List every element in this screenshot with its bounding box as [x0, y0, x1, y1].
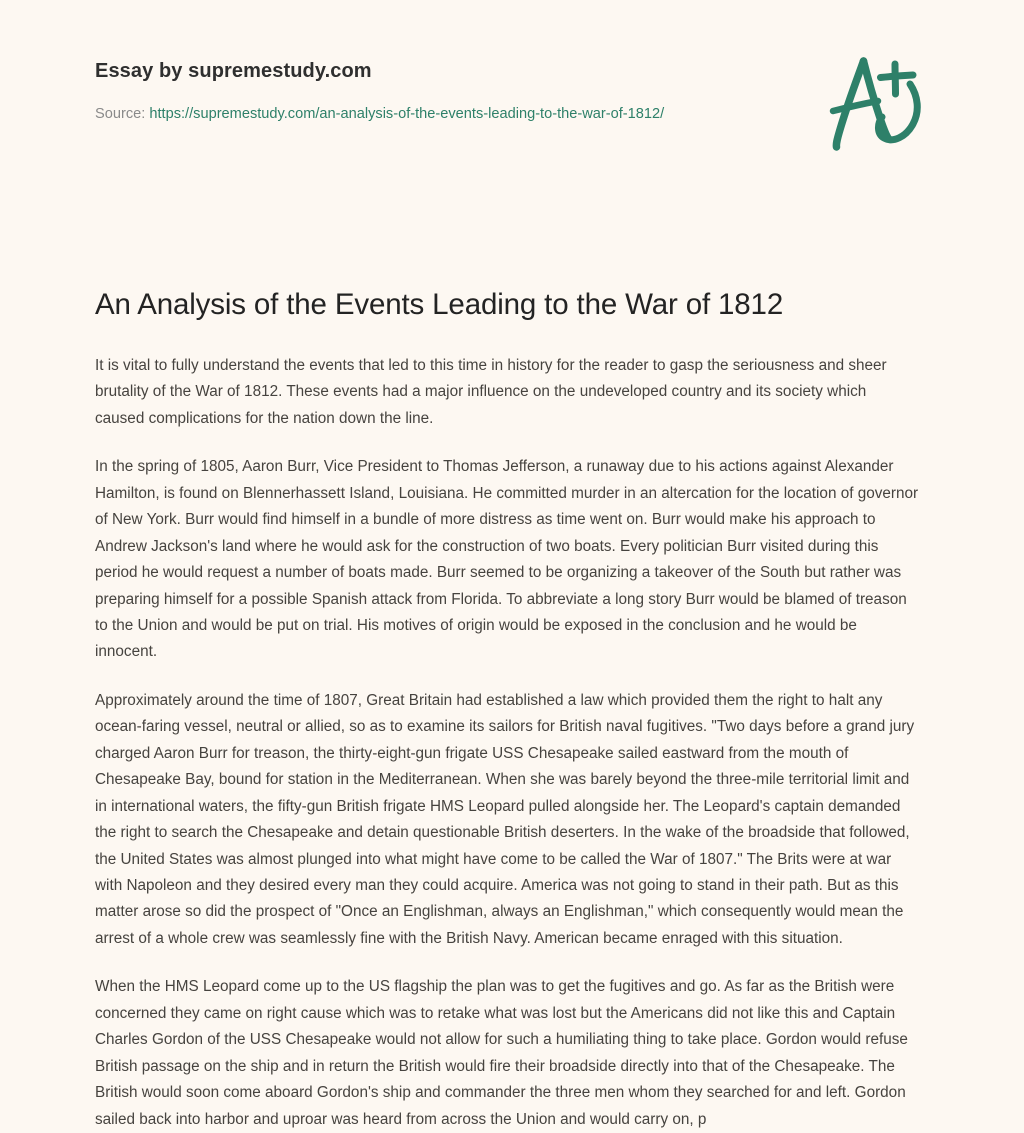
page-title: An Analysis of the Events Leading to the War of 1812	[95, 288, 784, 321]
paragraph: When the HMS Leopard come up to the US flagship the plan was to get the fugitives and go. As far as the British were concerned they came on right cause which was to retake what was lost but the Americans did not like this and Captain Charles Gordon of the USS Chesapeake would not allow for such a humiliating thing to take place. Gordon would refuse British passage on the ship and in return the British would fire their broadside directly into that of the Chesapeake. The British would soon come aboard Gordon's ship and commander the three men whom they searched for and left. Gordon sailed back into harbor and uproar was heard from across the Union and would carry on, p	[95, 978, 908, 1128]
paragraph: It is vital to fully understand the events that led to this time in history for the reader to gasp the seriousness and sheer brutality of the War of 1812. These events had a major influence on the undeveloped country and its society which caused complications for the nation down the line.	[95, 356, 887, 427]
source-label: Source:	[95, 106, 146, 122]
source-url-link[interactable]: https://supremestudy.com/an-analysis-of-the-events-leading-to-the-war-of-1812/	[149, 106, 665, 122]
paragraph: Approximately around the time of 1807, Great Britain had established a law which provided them the right to halt any ocean-faring vessel, neutral or allied, so as to examine its sailors for British naval fugitives. "Two days before a grand jury charged Aaron Burr for treason, the thirty-eight-gun frigate USS Chesapeake sailed eastward from the mouth of Chesapeake Bay, bound for station in the Mediterranean. When she was barely beyond the three-mile territorial limit and in international waters, the fifty-gun British frigate HMS Leopard pulled alongside her. The Leopard's captain demanded the right to search the Chesapeake and detain questionable British deserters. In the wake of the broadside that followed, the United States was almost plunged into what might have come to be called the War of 1807." The Brits were at war with Napoleon and they desired every man they could acquire. America was not going to stand in their path. But as this matter arose so did the prospect of "Once an Englishman, always an Englishman," which consequently would mean the arrest of a whole crew was seamlessly fine with the British Navy. American became enraged with this situation.	[95, 691, 915, 947]
essay-byline: Essay by supremestudy.com	[95, 60, 372, 82]
essay-body	[95, 324, 929, 1133]
source-line	[95, 103, 750, 127]
a-plus-handwritten-icon	[825, 48, 929, 158]
a-plus-logo	[825, 48, 929, 158]
page-header	[95, 0, 929, 170]
paragraph: In the spring of 1805, Aaron Burr, Vice President to Thomas Jefferson, a runaway due to his actions against Alexander Hamilton, is found on Blennerhassett Island, Louisiana. He committed murder in an altercation for the location of governor of New York. Burr would find himself in a bundle of more distress as time went on. Burr would make his approach to Andrew Jackson's land where he would ask for the construction of two boats. Every politician Burr visited during this period he would request a number of boats made. Burr seemed to be organizing a takeover of the South but rather was preparing himself for a possible Spanish attack from Florida. To abbreviate a long story Burr would be blamed of treason to the Union and would be put on trial. His motives of origin would be exposed in the conclusion and he would be innocent.	[95, 458, 919, 661]
